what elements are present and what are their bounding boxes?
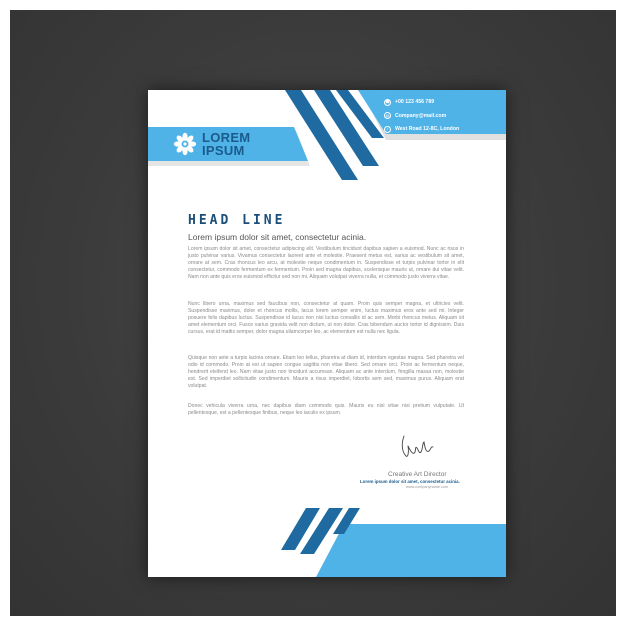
- dark-background: [10, 10, 616, 616]
- contact-phone: [384, 96, 504, 108]
- mail-icon: @: [385, 112, 390, 118]
- body-paragraph-3: Quisque non ante a turpis lacinia ornare. Etiam leo tellus, pharetra at diam id, interdum egestas magna. Sed pharetra vel odio id commodo. Proin at est ut sapien congue sagittis non vitae libero. Sed ornare orci. Proin ac fermentum neque, hendrerit eleifend leo. Nam vitae justo non tincidunt accumsan. Aliquam ac ante interdum, fringilla massa non, molestie est. Sed imperdiet sollicitudin condimentum. Mauris a risus imperdiet, lobortis sem sed, maximus purus. Aliquam erat volutpat.: [188, 355, 464, 390]
- subheadline: Lorem ipsum dolor sit amet, consectetur acinia.: [188, 232, 367, 242]
- logo: [148, 127, 308, 161]
- letterhead-page: [148, 90, 506, 577]
- location-icon: •: [384, 126, 391, 133]
- body-paragraph-4: Donec vehicula viverra urna, nec dapibus diam commodo quis. Mauris eu nisi vitae nisi pretium vulputate. Ut pellentesque, est a pellentesque finibus, neque leo iaculis ex ipsum.: [188, 403, 464, 417]
- logo-text: [202, 131, 250, 157]
- contact-email: [384, 110, 504, 122]
- signature-tagline: Lorem ipsum dolor sit amet, consectetur acinia.: [360, 479, 460, 484]
- contact-block: [384, 96, 504, 137]
- logo-line-1: LOREM: [202, 130, 251, 145]
- flower-logo-icon: [172, 131, 198, 157]
- email-text: Company@mail.com: [395, 112, 447, 119]
- headline: HEAD LINE: [188, 213, 286, 228]
- signature-title: Creative Art Director: [388, 471, 447, 478]
- phone-text: +00 123 456 789: [395, 99, 435, 105]
- body-paragraph-1: Lorem ipsum dolor sit amet, consectetur adipiscing elit. Vestibulum tincidunt dapibus sapien a euismod. Nunc ac risus in justo pulvinar varius. Vivamus consectetur laoreet ante et molestie. Praesent metus est, varius ac vestibulum sit amet, ornare at sem. Cras rhoncus leo arcu, at molestie neque condimentum in. Suspendisse et turpis pulvinar tortor in elit consectetur, commodo fermentum ex fermentum. Proin sed magna dapibus, scelerisque mauris ut, ornare dui vitae velit. Nam non ante quis eros euismod efficitur sed non mi. Aliquam volutpat viverra nulla, et commodo justo viverra vitae.: [188, 246, 464, 281]
- contact-address: [384, 123, 504, 135]
- address-text: West Road 12-8C, London: [395, 126, 460, 132]
- logo-line-2: IPSUM: [202, 143, 245, 158]
- body-paragraph-2: Nunc libero urna, maximus sed faucibus non, consectetur at quam. Proin quis semper magna, et ultricies velit. Suspendisse maximus, dolor et rhoncus mollis, lacus lorem semper enim, luctus maximus eros ante sed mi. Integer posuere felis dapibus luctus. Suspendisse id lacus non nisi luctus convallis id ac sem. Morbi rhoncus metus. Aliquam sit amet elementum orci. Fusce varius gravida velit non dictum, ut non dolor. Cras bibendum auctor tortor id dignissim. Duis cursus, erat id mattis semper, dolor magna ullamcorper leo, ac elementum est nulla nec ligula.: [188, 301, 464, 336]
- handwritten-signature: [398, 432, 440, 462]
- phone-icon: ☎: [385, 99, 390, 104]
- signature-website: www.companyname.com: [406, 485, 449, 489]
